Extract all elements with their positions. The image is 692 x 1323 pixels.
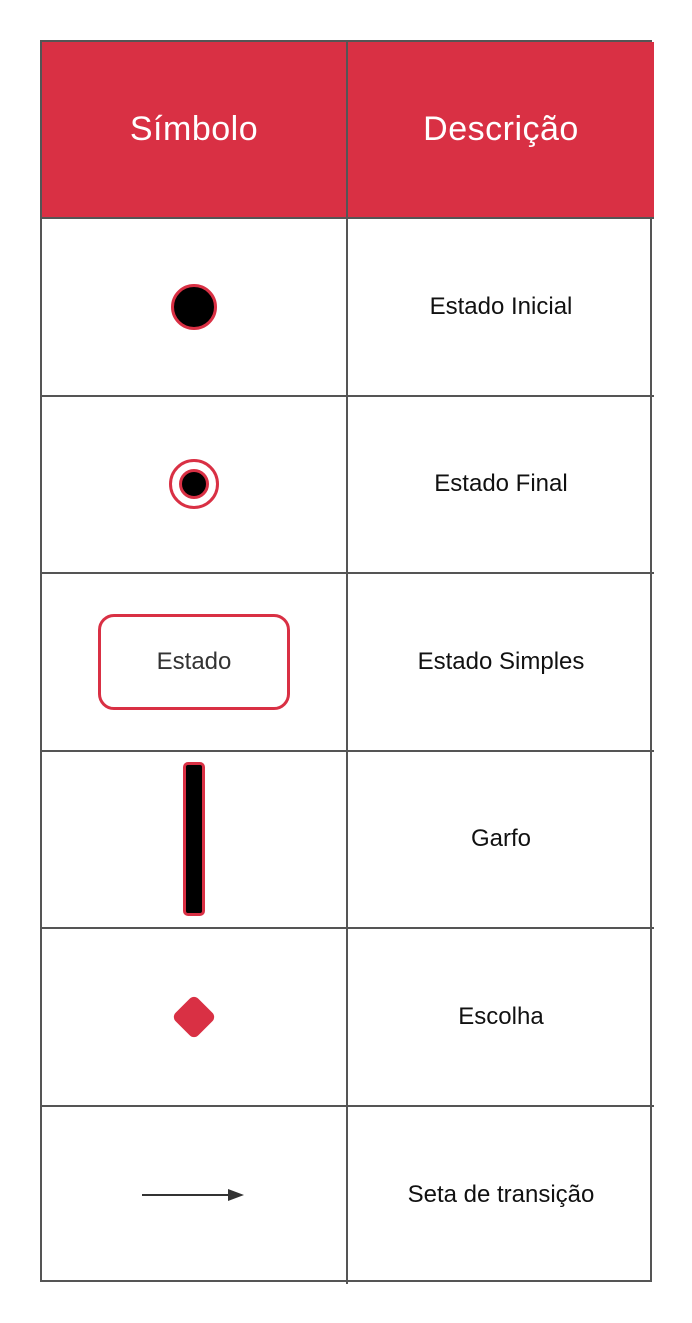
- transition-arrow-icon: [142, 1188, 246, 1202]
- description-fork: Garfo: [348, 752, 654, 930]
- description-choice: Escolha: [348, 929, 654, 1107]
- fork-bar-icon: [183, 762, 205, 916]
- initial-state-icon: [171, 284, 217, 330]
- symbol-table: [40, 40, 652, 1282]
- choice-diamond-icon: [171, 994, 216, 1039]
- simple-state-icon: Estado: [98, 614, 290, 710]
- final-state-icon: [169, 459, 219, 509]
- symbol-cell-fork: [42, 752, 348, 930]
- header-description: Descrição: [348, 42, 654, 219]
- header-symbol: Símbolo: [42, 42, 348, 219]
- symbol-cell-simple: [42, 574, 348, 752]
- symbol-cell-transition: [42, 1107, 348, 1285]
- symbol-cell-final: [42, 397, 348, 575]
- description-simple: Estado Simples: [348, 574, 654, 752]
- description-transition: Seta de transição: [407, 1181, 595, 1209]
- symbol-cell-initial: [42, 219, 348, 397]
- symbol-cell-choice: [42, 929, 348, 1107]
- description-initial: Estado Inicial: [348, 219, 654, 397]
- final-state-inner-dot: [179, 469, 209, 499]
- description-final: Estado Final: [348, 397, 654, 575]
